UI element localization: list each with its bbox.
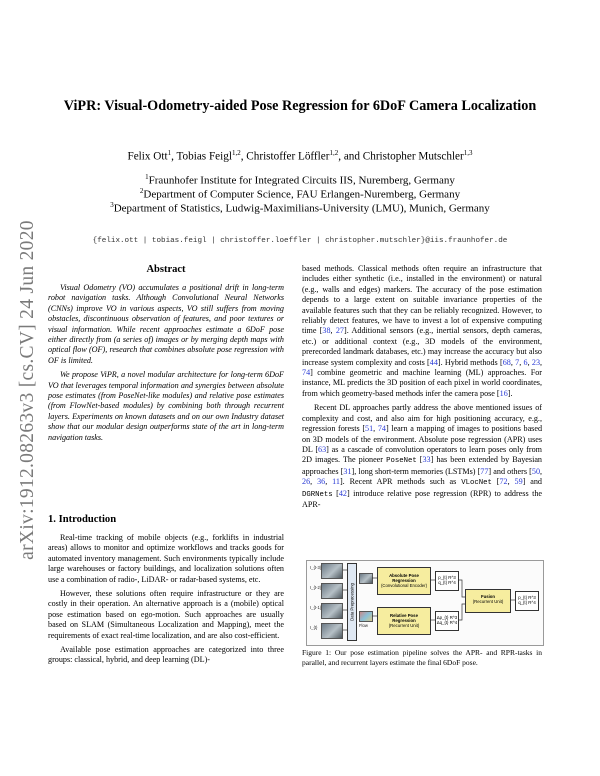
author-emails: {felix.ott | tobias.feigl | christoffer.loeffler | christopher.mutschler}@iis.fraunhofer.de — [92, 237, 508, 245]
text: ], long short-term memories (LSTMs) [ — [351, 466, 481, 476]
affiliation-sup: 2 — [139, 187, 144, 195]
author-1-sup: 1 — [167, 149, 172, 157]
arrow — [458, 604, 465, 620]
input-label: I_{t-2} — [310, 585, 322, 590]
section-heading-introduction: 1. Introduction — [48, 514, 117, 525]
posenet-name: PoseNet — [386, 457, 417, 466]
citation-link[interactable]: 27 — [335, 326, 344, 336]
apr-output-position: p_{t} R^3 — [438, 575, 456, 580]
apr-title: Absolute Pose Regression — [389, 573, 419, 583]
author-4: Christopher Mutschler — [362, 150, 464, 163]
preprocessing-label: Data Preprocessing — [349, 583, 355, 621]
citation-link[interactable]: 38 — [322, 326, 331, 336]
text: ] and others [ — [488, 466, 532, 476]
citation-link[interactable]: 42 — [338, 488, 347, 498]
author-4-sup: 1,3 — [463, 149, 473, 157]
apr-output-orientation: q_{t} R^4 — [438, 580, 456, 585]
affiliation-sup: 1 — [145, 173, 149, 181]
arxiv-stamp-text: arXiv:1912.08263v3 [cs.CV] 24 Jun 2020 — [17, 220, 38, 560]
citation-link[interactable]: 74 — [302, 368, 311, 378]
intro-paragraph-2: However, these solutions often require infrastructure or they are costly in their operation. An alternative approach is a (mobile) optical pose estimation based on ego-motion. Such approaches are usually based on SLAM (Simultaneous Localization and Mapping), meet the requirements of exact real-time localization, and are also cost-efficient. — [48, 589, 284, 640]
text: ] introduce relative pose regression (RPR) to address the APR- — [302, 488, 542, 509]
text: [ — [332, 488, 339, 498]
paper-title: ViPR: Visual-Odometry-aided Pose Regression for 6DoF Camera Localization — [63, 98, 537, 114]
text: ] as a cascade of convolution operators to learn poses only from 2D images. The pioneer — [302, 444, 542, 465]
intro-paragraph-1: Real-time tracking of mobile objects (e.g., forklifts in industrial areas) allows to monitor and optimize workflows and tracks goods for automated inventory management. Such environments typically include large warehouses or factory buildings, and localization solutions often use a combination of radio-, LiDAR- or radar-based systems, etc. — [48, 533, 284, 584]
text: ] and — [522, 477, 542, 487]
vlocnet-name: VLocNet — [461, 479, 492, 488]
text: ]. Additional sensors (e.g., inertial sensors, depth cameras, etc.) or additional context (e.g., 3D models of the environment, prerecorded landmark databases, etc.) may increase the accuracy but also increase system complexity and costs [ — [302, 326, 542, 367]
author-2-sup: 1,2 — [231, 149, 241, 157]
affiliation-2 — [60, 187, 540, 201]
abstract-paragraph-2: We propose ViPR, a novel modular architecture for long-term 6DoF VO that leverages temporal information and synergies between absolute pose estimates (from PoseNet-like modules) and relative pose estimates (from FlowNet-based modules) by combining both through recurrent layers. Experiments on known datasets and on our own Industry dataset show that our modular design outperforms state of the art in long-term navigation tasks. — [48, 370, 284, 442]
abstract-paragraph-1: Visual Odometry (VO) accumulates a positional drift in long-term robot navigation tasks. Although Convolutional Neural Networks (CNNs) improve VO in various aspects, VO still suffers from moving obstacles, discontinuous observation of features, and poor textures or visual information. While recent approaches estimate a 6DoF pose either directly from (a series of) images or by merging depth maps with optical flow (OF), research that combines absolute pose regression with OF is limited. — [48, 283, 284, 365]
citation-link[interactable]: 44 — [429, 357, 438, 367]
text: ] has been extended by Bayesian approaches [ — [302, 455, 542, 476]
citation-link[interactable]: 31 — [343, 466, 352, 476]
citation-link[interactable]: 59 — [514, 477, 523, 487]
citation-link[interactable]: 26 — [302, 477, 311, 487]
right-paragraph-1: based methods. Classical methods often require an infrastructure that includes either synthetic (i.e., installed in the environment) or natural (e.g., walls and edges) markers. The accuracy of the pose estimation depends to a large extent on suitable invariance properties of the available features such that they can be reliably recognized. However, to reliably detect features, we have to invest a lot of expensive computing time [38, 27]. Additional sensors (e.g., inertial sensors, depth cameras, etc.) or additional context (e.g., 3D models of the environment, prerecorded landmark databases, etc.) may increase the accuracy but also increase system complexity and costs [44]. Hybrid methods [68, 7, 6, 23, 74] combine geometric and machine learning (ML) approaches. For instance, ML predicts the 3D position of each pixel in world coordinates, from which geometry-based methods infer the camera pose [16]. — [302, 264, 543, 398]
dgrnets-name: DGRNets — [302, 490, 333, 499]
text: [ — [416, 455, 423, 465]
citation-link[interactable]: 50 — [531, 466, 540, 476]
text: ]. Hybrid methods [ — [437, 357, 503, 367]
rpr-output-orientation: Δq_{t} R^4 — [436, 620, 458, 625]
text: [ — [491, 477, 500, 487]
author-3-sup: 1,2 — [329, 149, 339, 157]
abstract-body — [48, 283, 284, 443]
apr-subtitle: (Convolutional Encoder) — [380, 583, 428, 588]
author-separator: , — [171, 150, 177, 163]
arrow — [458, 580, 465, 597]
right-column-body — [302, 264, 542, 510]
citation-link[interactable]: 72 — [499, 477, 508, 487]
author-separator: , — [240, 150, 247, 163]
intro-body — [48, 533, 284, 666]
text: ] learn a mapping of images to positions based on 3D models of the environment. Absolute pose regression (APR) uses DL [ — [302, 424, 543, 454]
input-label: I_{t-1} — [310, 605, 322, 610]
affiliation-text: Fraunhofer Institute for Integrated Circuits IIS, Nuremberg, Germany — [148, 174, 455, 187]
citation-link[interactable]: 77 — [480, 466, 489, 476]
author-3: Christoffer Löffler — [246, 150, 330, 163]
affiliation-text: Department of Statistics, Ludwig-Maximilians-University (LMU), Munich, Germany — [113, 202, 490, 215]
citation-link[interactable]: 11 — [332, 477, 340, 487]
author-separator: , and — [338, 150, 363, 163]
rpr-subtitle: (Recurrent Unit) — [388, 623, 420, 628]
text: ]. — [507, 388, 513, 398]
citation-link[interactable]: 16 — [499, 388, 508, 398]
author-2: Tobias Feigl — [176, 150, 232, 163]
citation-link[interactable]: 6 — [523, 357, 528, 367]
text: Recent DL approaches partly address the above mentioned issues of complexity and cost, and also aim for high positioning accuracy, e.g., regression forests [ — [302, 403, 542, 434]
citation-link[interactable]: 68 — [502, 357, 511, 367]
affiliation-3 — [60, 201, 540, 215]
rpr-title: Relative Pose Regression — [390, 613, 418, 623]
author-list — [60, 149, 540, 163]
figure-caption: Figure 1: Our pose estimation pipeline solves the APR- and RPR-tasks in parallel, and recurrent layers estimate the final 6DoF pose. — [302, 648, 542, 667]
input-label: I_{t-3} — [310, 565, 322, 570]
fusion-title: Fusion — [480, 594, 496, 599]
citation-link[interactable]: 33 — [422, 455, 431, 465]
text: ]. Recent APR methods such as — [339, 477, 462, 487]
citation-link[interactable]: 63 — [318, 444, 327, 454]
text: based methods. Classical methods often require an infrastructure that includes either synthetic (i.e., installed in the environment) or natural (e.g., walls and edges) markers. The accuracy of the pose estimation depends to a large extent on suitable invariance properties of the available features such that they can be reliably recognized. However, to reliably detect features, we have to invest a lot of expensive computing time [ — [302, 264, 542, 336]
final-output-orientation: q_{t} R^4 — [518, 600, 536, 605]
flow-label: Flow — [359, 623, 368, 628]
affiliation-sup: 3 — [110, 201, 114, 209]
citation-link[interactable]: 74 — [377, 424, 386, 434]
right-paragraph-2: Recent DL approaches partly address the above mentioned issues of complexity and cost, and also aim for high positioning accuracy, e.g., regression forests [51, 74] learn a mapping of images to positions based on 3D models of the environment. Absolute pose regression (APR) uses DL [63] as a cascade of convolution operators to learn poses only from 2D images. The pioneer PoseNet [33] has been extended by Bayesian approaches [31], long short-term memories (LSTMs) [77] and others [50, 26, 36, 11]. Recent APR methods such as VLocNet [72, 59] and DGRNets [42] introduce relative pose regression (RPR) to address the APR- — [302, 403, 543, 509]
citation-link[interactable]: 36 — [317, 477, 326, 487]
citation-link[interactable]: 7 — [515, 357, 520, 367]
abstract-heading: Abstract — [146, 264, 186, 275]
citation-link[interactable]: 23 — [531, 357, 540, 367]
affiliation-text: Department of Computer Science, FAU Erlangen-Nuremberg, Germany — [143, 188, 461, 201]
rpr-output-position: Δp_{t} R^3 — [436, 615, 458, 620]
text: ] combine geometric and machine learning (ML) approaches. For instance, ML predicts the 3D position of each pixel in world coordinates, from which geometry-based methods infer the camera pose [ — [302, 368, 542, 398]
fusion-subtitle: (Recurrent Unit) — [472, 599, 504, 604]
input-label: I_{t} — [310, 625, 318, 630]
author-1: Felix Ott — [127, 150, 168, 163]
arxiv-stamp — [14, 200, 42, 580]
figure-pipeline — [306, 560, 544, 646]
pipeline-arrows — [307, 561, 543, 645]
affiliation-1 — [60, 173, 540, 187]
final-output-position: p_{t} R^3 — [518, 595, 536, 600]
intro-paragraph-3: Available pose estimation approaches are categorized into three groups: classical, hybrid, and deep learning (DL)- — [48, 645, 284, 665]
citation-link[interactable]: 51 — [365, 424, 374, 434]
